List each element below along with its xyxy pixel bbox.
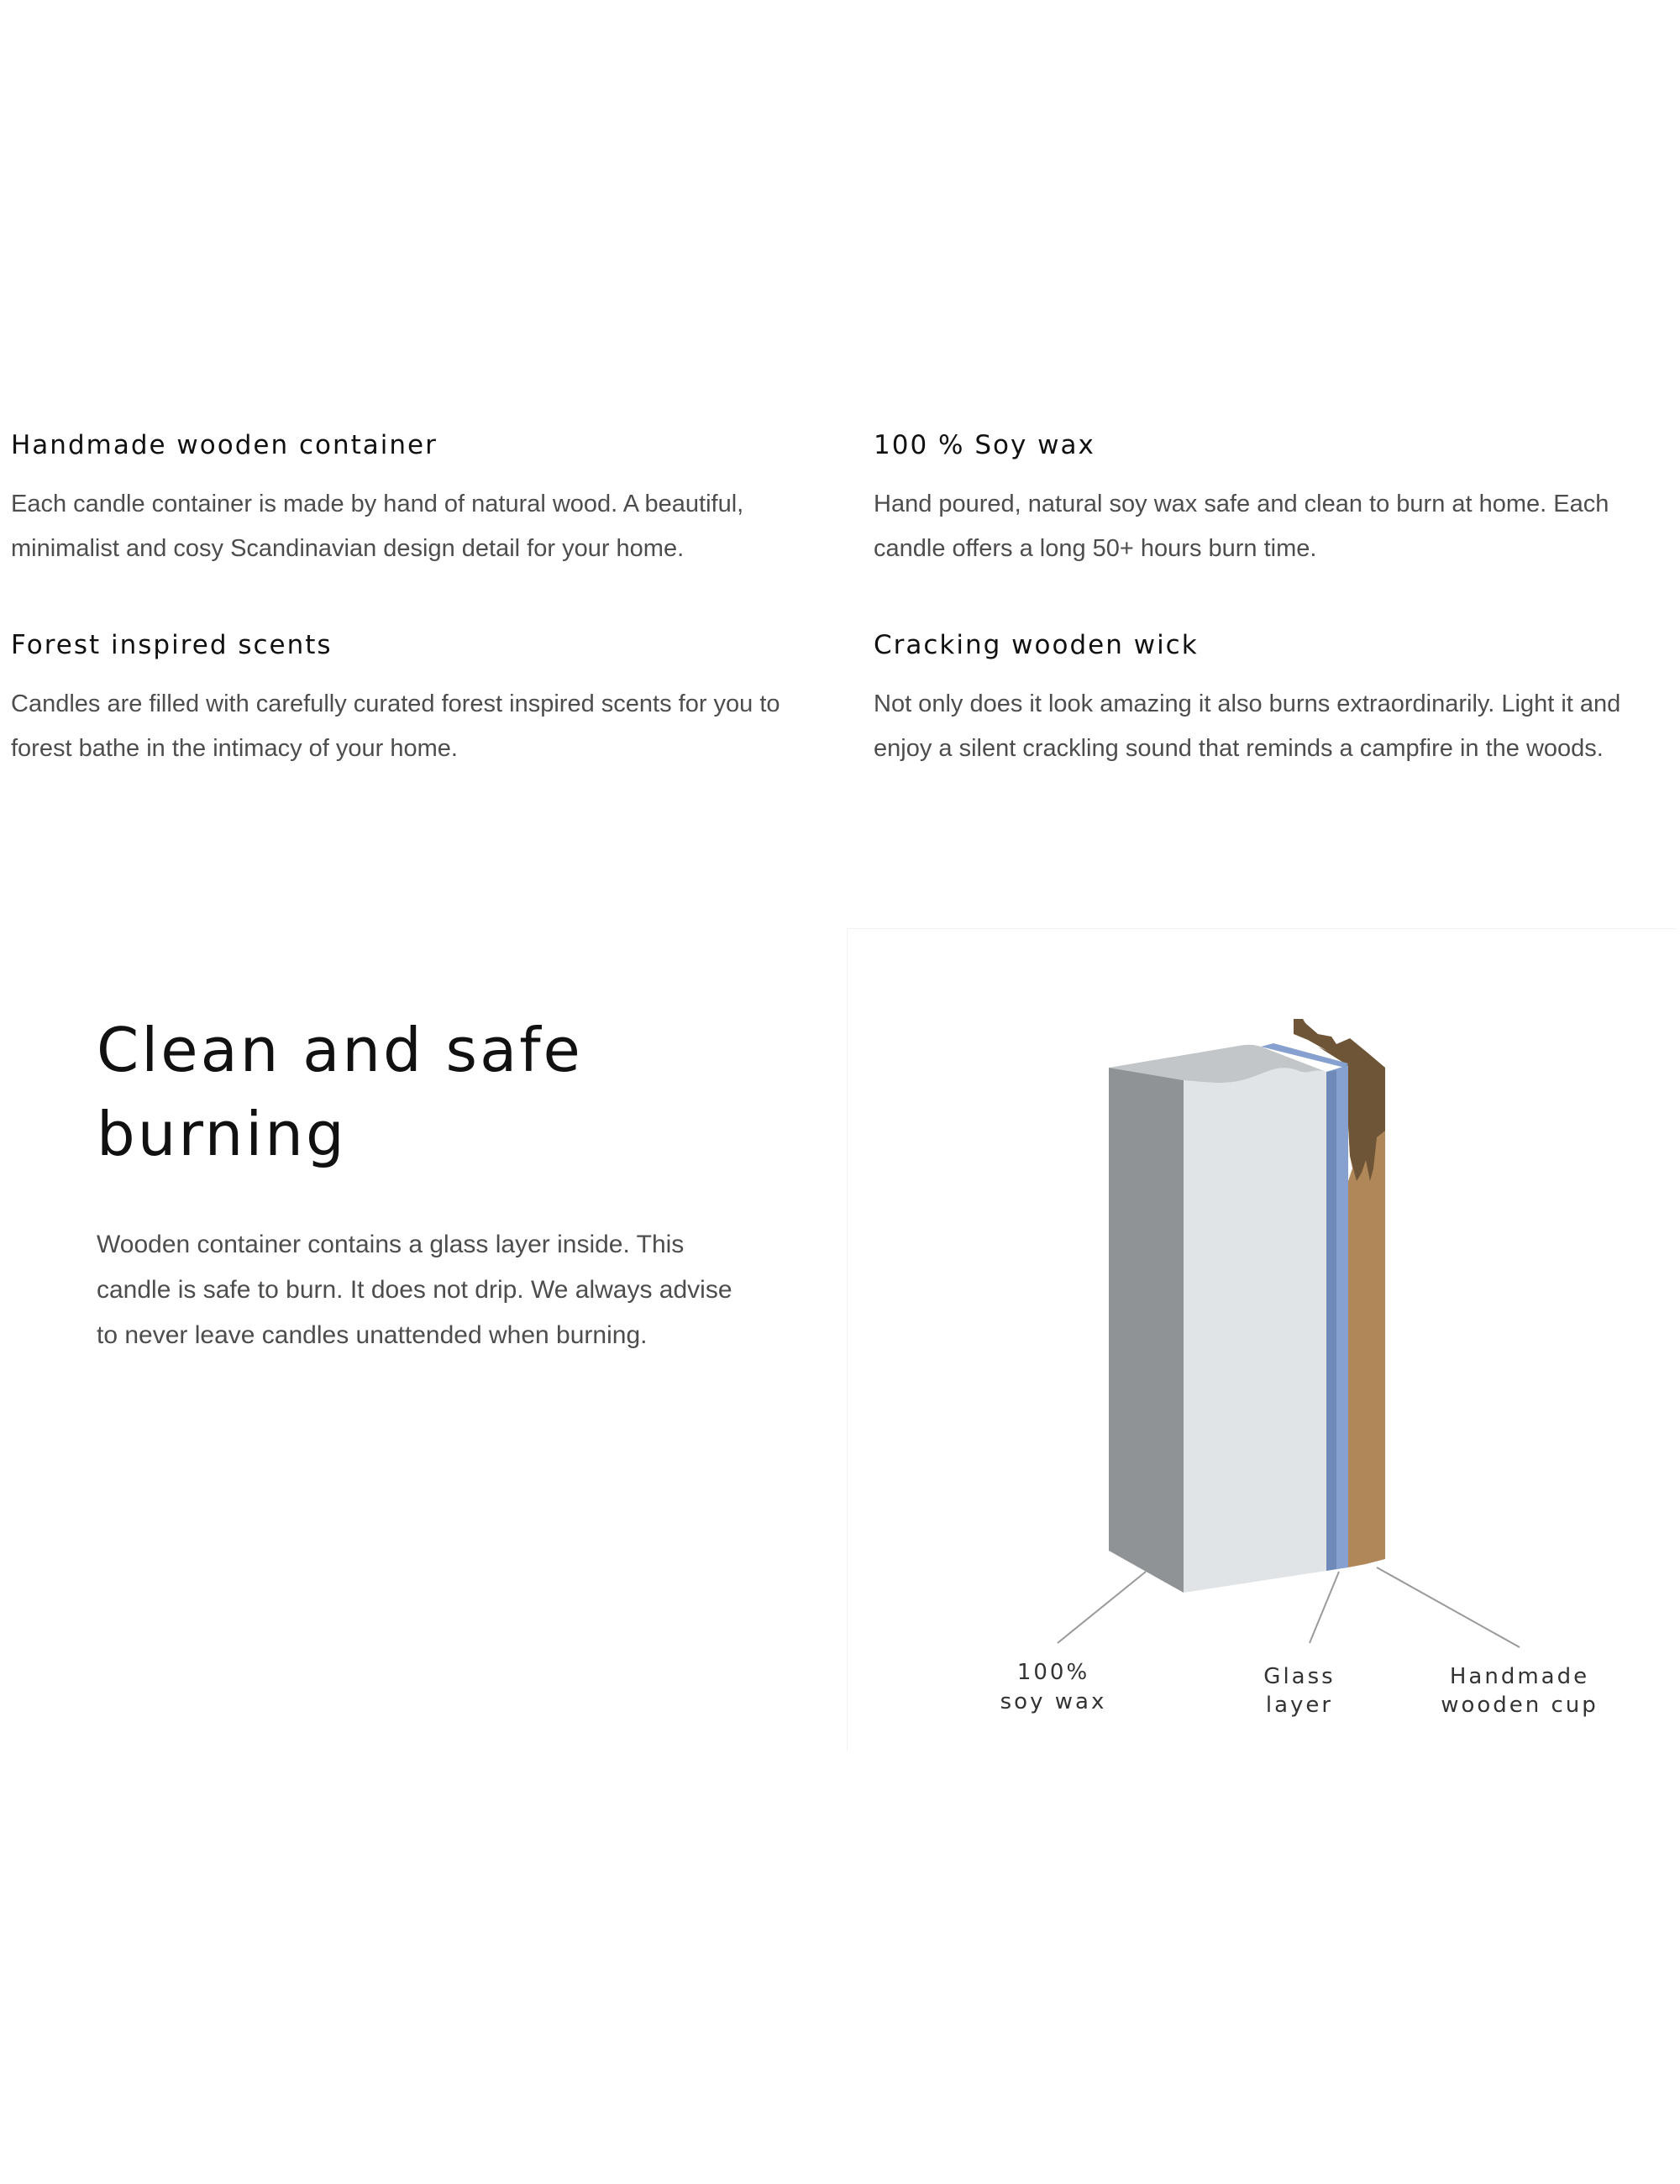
feature-soy-wax (874, 428, 1663, 571)
feature-forest-scents (11, 628, 801, 771)
feature-title: Cracking wooden wick (874, 630, 1199, 660)
feature-wooden-container (11, 428, 801, 571)
feature-title: Forest inspired scents (11, 630, 333, 660)
feature-description: Each candle container is made by hand of natural wood. A beautiful, minimalist and cosy Scandinavian design detail for your home. (11, 491, 744, 562)
leader-lines (1058, 1567, 1520, 1647)
label-soy-wax-line-2: soy wax (1000, 1689, 1107, 1714)
clean-burning-section (97, 1008, 769, 1358)
label-soy-wax-line-1: 100% (1016, 1660, 1090, 1685)
label-glass-line-1: Glass (1263, 1664, 1336, 1689)
clean-burning-description: Wooden container contains a glass layer inside. This candle is safe to burn. It does not drip. We always advise to never leave candles unattended when burning. (97, 1231, 732, 1349)
feature-wooden-wick (874, 628, 1680, 771)
wood-leader-line (1377, 1567, 1520, 1647)
glass-front-shade (1326, 1070, 1336, 1571)
heading-line-2: burning (97, 1099, 347, 1169)
wax-leader-line (1058, 1572, 1146, 1643)
clean-burning-heading (97, 1008, 769, 1176)
feature-title: Handmade wooden container (11, 430, 438, 460)
label-wooden-cup-line-1: Handmade (1449, 1664, 1590, 1689)
feature-title: 100 % Soy wax (874, 430, 1095, 460)
heading-line-1: Clean and safe (97, 1015, 583, 1085)
features-section (0, 0, 1680, 840)
label-glass-line-2: layer (1265, 1693, 1334, 1718)
wax-front (1184, 1068, 1326, 1593)
soy-wax-block (1109, 1045, 1326, 1593)
feature-description: Not only does it look amazing it also burns extraordinarily. Light it and enjoy a silent crackling sound that reminds a campfire in the woods. (874, 690, 1621, 762)
glass-leader-line (1310, 1572, 1339, 1643)
candle-layers-illustration (848, 929, 1677, 1752)
label-wooden-cup-line-2: wooden cup (1441, 1693, 1599, 1718)
feature-description: Candles are filled with carefully curated forest inspired scents for you to forest bathe in the intimacy of your home. (11, 690, 780, 762)
candle-cross-section-diagram (847, 928, 1676, 1751)
wax-side (1109, 1068, 1184, 1593)
feature-description: Hand poured, natural soy wax safe and clean to burn at home. Each candle offers a long 50+ hours burn time. (874, 491, 1609, 562)
